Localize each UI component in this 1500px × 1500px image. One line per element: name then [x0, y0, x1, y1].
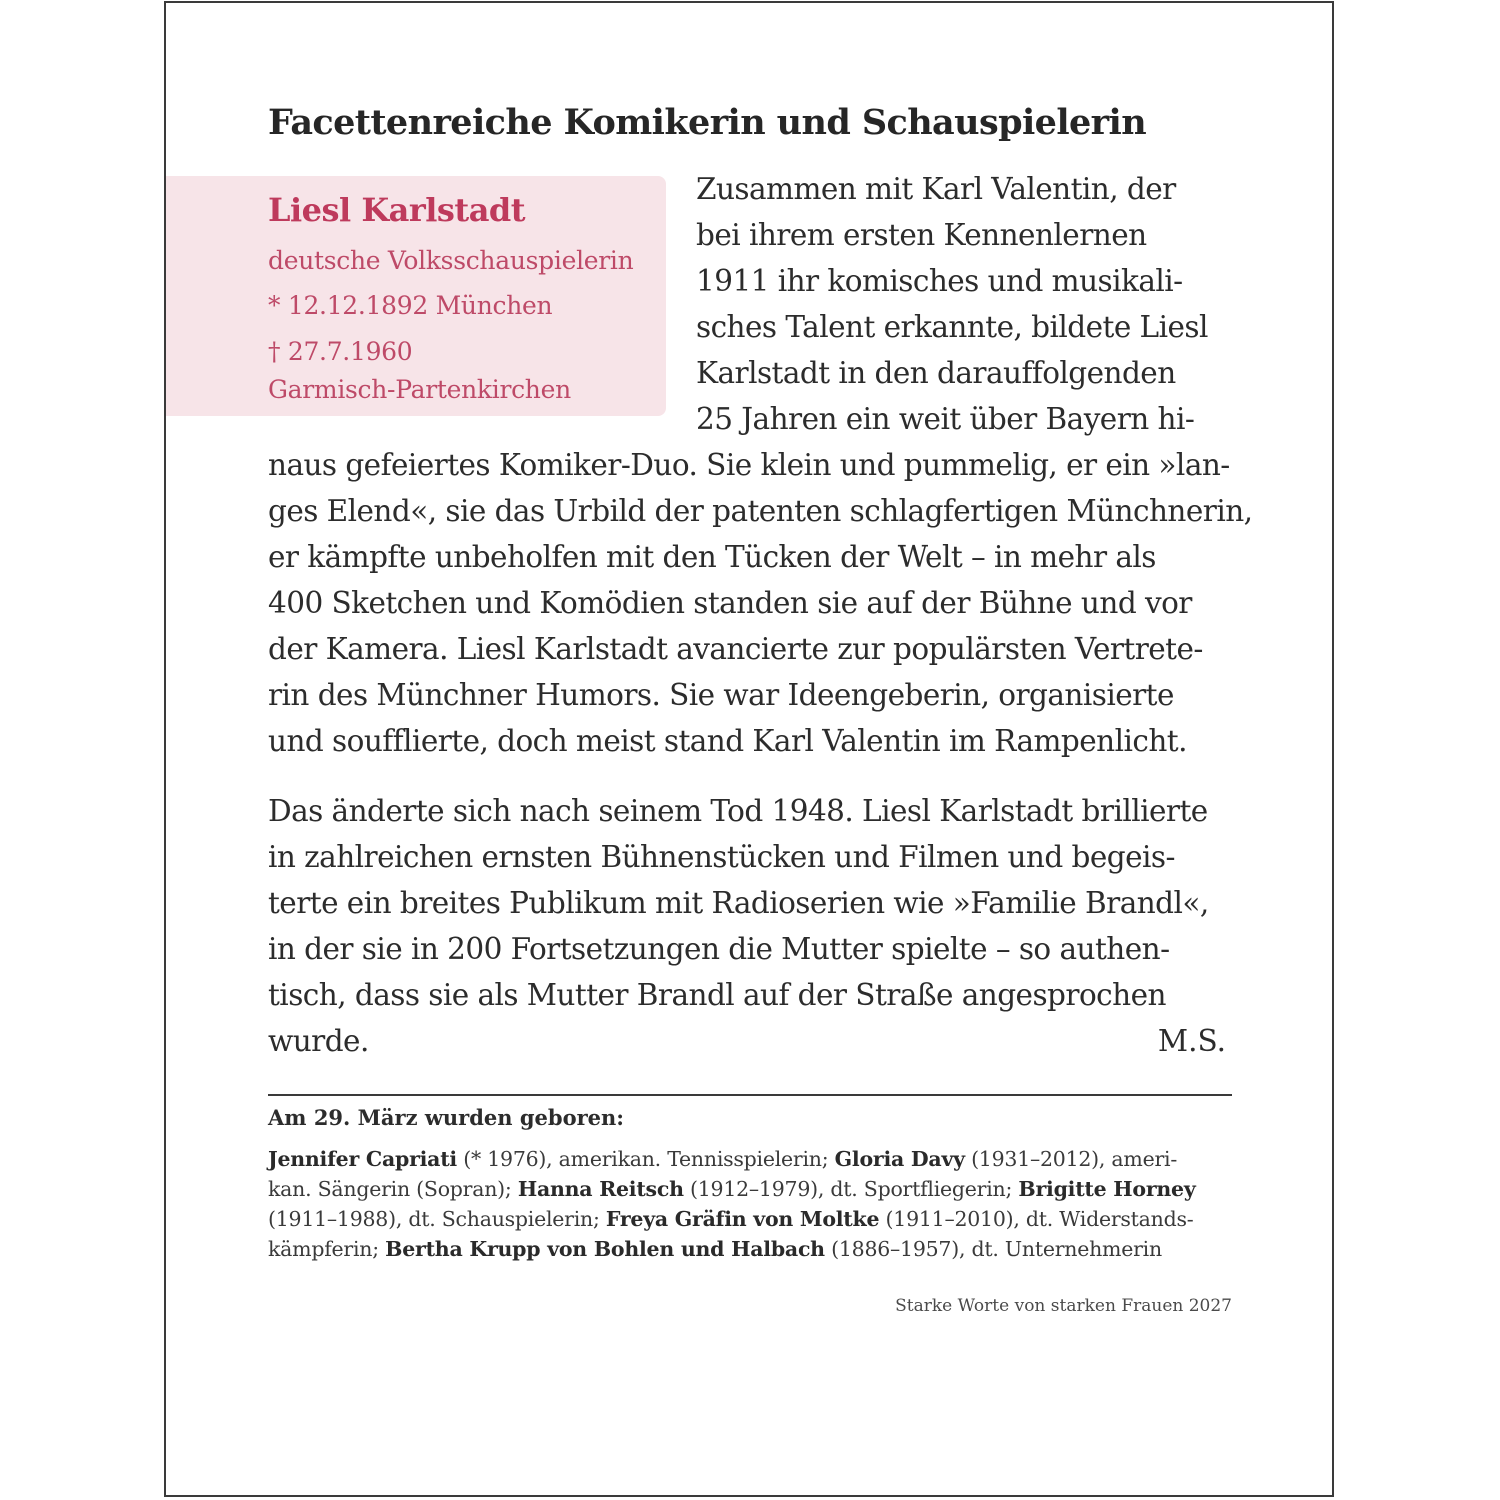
body-line: er kämpfte unbeholfen mit den Tücken der Welt – in mehr als [268, 540, 1156, 574]
body-line: Das änderte sich nach seinem Tod 1948. Liesl Karlstadt brillierte [268, 794, 1208, 828]
body-line: ges Elend«, sie das Urbild der patenten schlagfertigen Münchnerin, [268, 494, 1253, 528]
born-person-details: (1886–1957), dt. Unternehmerin [824, 1237, 1162, 1261]
born-person-name: Jennifer Capriati [268, 1147, 457, 1171]
born-person-name: Bertha Krupp von Bohlen und Halbach [385, 1237, 825, 1261]
person-birth: * 12.12.1892 München [268, 291, 553, 320]
person-death-place: Garmisch-Partenkirchen [268, 375, 571, 404]
body-line: Zusammen mit Karl Valentin, der [696, 172, 1176, 206]
body-line: wurde. [268, 1024, 369, 1058]
body-line: 1911 ihr komisches und musikali- [696, 264, 1183, 298]
born-person-details: (1912–1979), dt. Sportfliegerin; [683, 1177, 1019, 1201]
born-person-name: Hanna Reitsch [517, 1177, 684, 1201]
body-line: tisch, dass sie als Mutter Brandl auf der Straße angesprochen [268, 978, 1166, 1012]
body-line: naus gefeiertes Komiker-Duo. Sie klein und pummelig, er ein »lan- [268, 448, 1230, 482]
born-person-details: (* 1976), amerikan. Tennisspielerin; [456, 1147, 835, 1171]
born-person-details: (1911–1988), dt. Schauspielerin; [268, 1207, 606, 1231]
body-line: 25 Jahren ein weit über Bayern hi- [696, 402, 1195, 436]
body-line: und soufflierte, doch meist stand Karl Valentin im Rampenlicht. [268, 724, 1187, 758]
calendar-footer-title: Starke Worte von starken Frauen 2027 [895, 1296, 1232, 1316]
person-death-date: † 27.7.1960 [268, 337, 413, 366]
body-line: Karlstadt in den darauffolgenden [696, 356, 1176, 390]
body-line: in der sie in 200 Fortsetzungen die Mutter spielte – so authen- [268, 932, 1170, 966]
born-today-heading: Am 29. März wurden geboren: [268, 1105, 625, 1130]
born-person-details: (1931–2012), ameri- [964, 1147, 1178, 1171]
author-signature: M.S. [1157, 1024, 1226, 1058]
body-line: in zahlreichen ernsten Bühnenstücken und Filmen und begeis- [268, 840, 1175, 874]
born-person-details: (1911–2010), dt. Widerstands- [879, 1207, 1194, 1231]
body-line: 400 Sketchen und Komödien standen sie auf der Bühne und vor [268, 586, 1192, 620]
born-person-details: kan. Sängerin (Sopran); [268, 1177, 518, 1201]
body-line: der Kamera. Liesl Karlstadt avancierte zur populärsten Vertrete- [268, 632, 1203, 666]
born-person-name: Brigitte Horney [1018, 1177, 1196, 1201]
born-person-name: Gloria Davy [834, 1147, 965, 1171]
born-person-name: Freya Gräfin von Moltke [605, 1207, 880, 1231]
born-today-line [268, 1144, 1177, 1174]
body-line: terte ein breites Publikum mit Radioserien wie »Familie Brandl«, [268, 886, 1209, 920]
page-title: Facettenreiche Komikerin und Schauspielerin [268, 102, 1147, 143]
body-line: rin des Münchner Humors. Sie war Ideengeberin, organisierte [268, 678, 1174, 712]
person-name: Liesl Karlstadt [268, 191, 526, 229]
born-today-line [268, 1204, 1193, 1234]
born-person-details: kämpferin; [268, 1237, 386, 1261]
born-today-line [268, 1234, 1162, 1264]
person-occupation: deutsche Volksschauspielerin [268, 246, 634, 275]
body-line: sches Talent erkannte, bildete Liesl [696, 310, 1208, 344]
body-line: bei ihrem ersten Kennenlernen [696, 218, 1147, 252]
section-divider [268, 1094, 1232, 1096]
born-today-line [268, 1174, 1196, 1204]
